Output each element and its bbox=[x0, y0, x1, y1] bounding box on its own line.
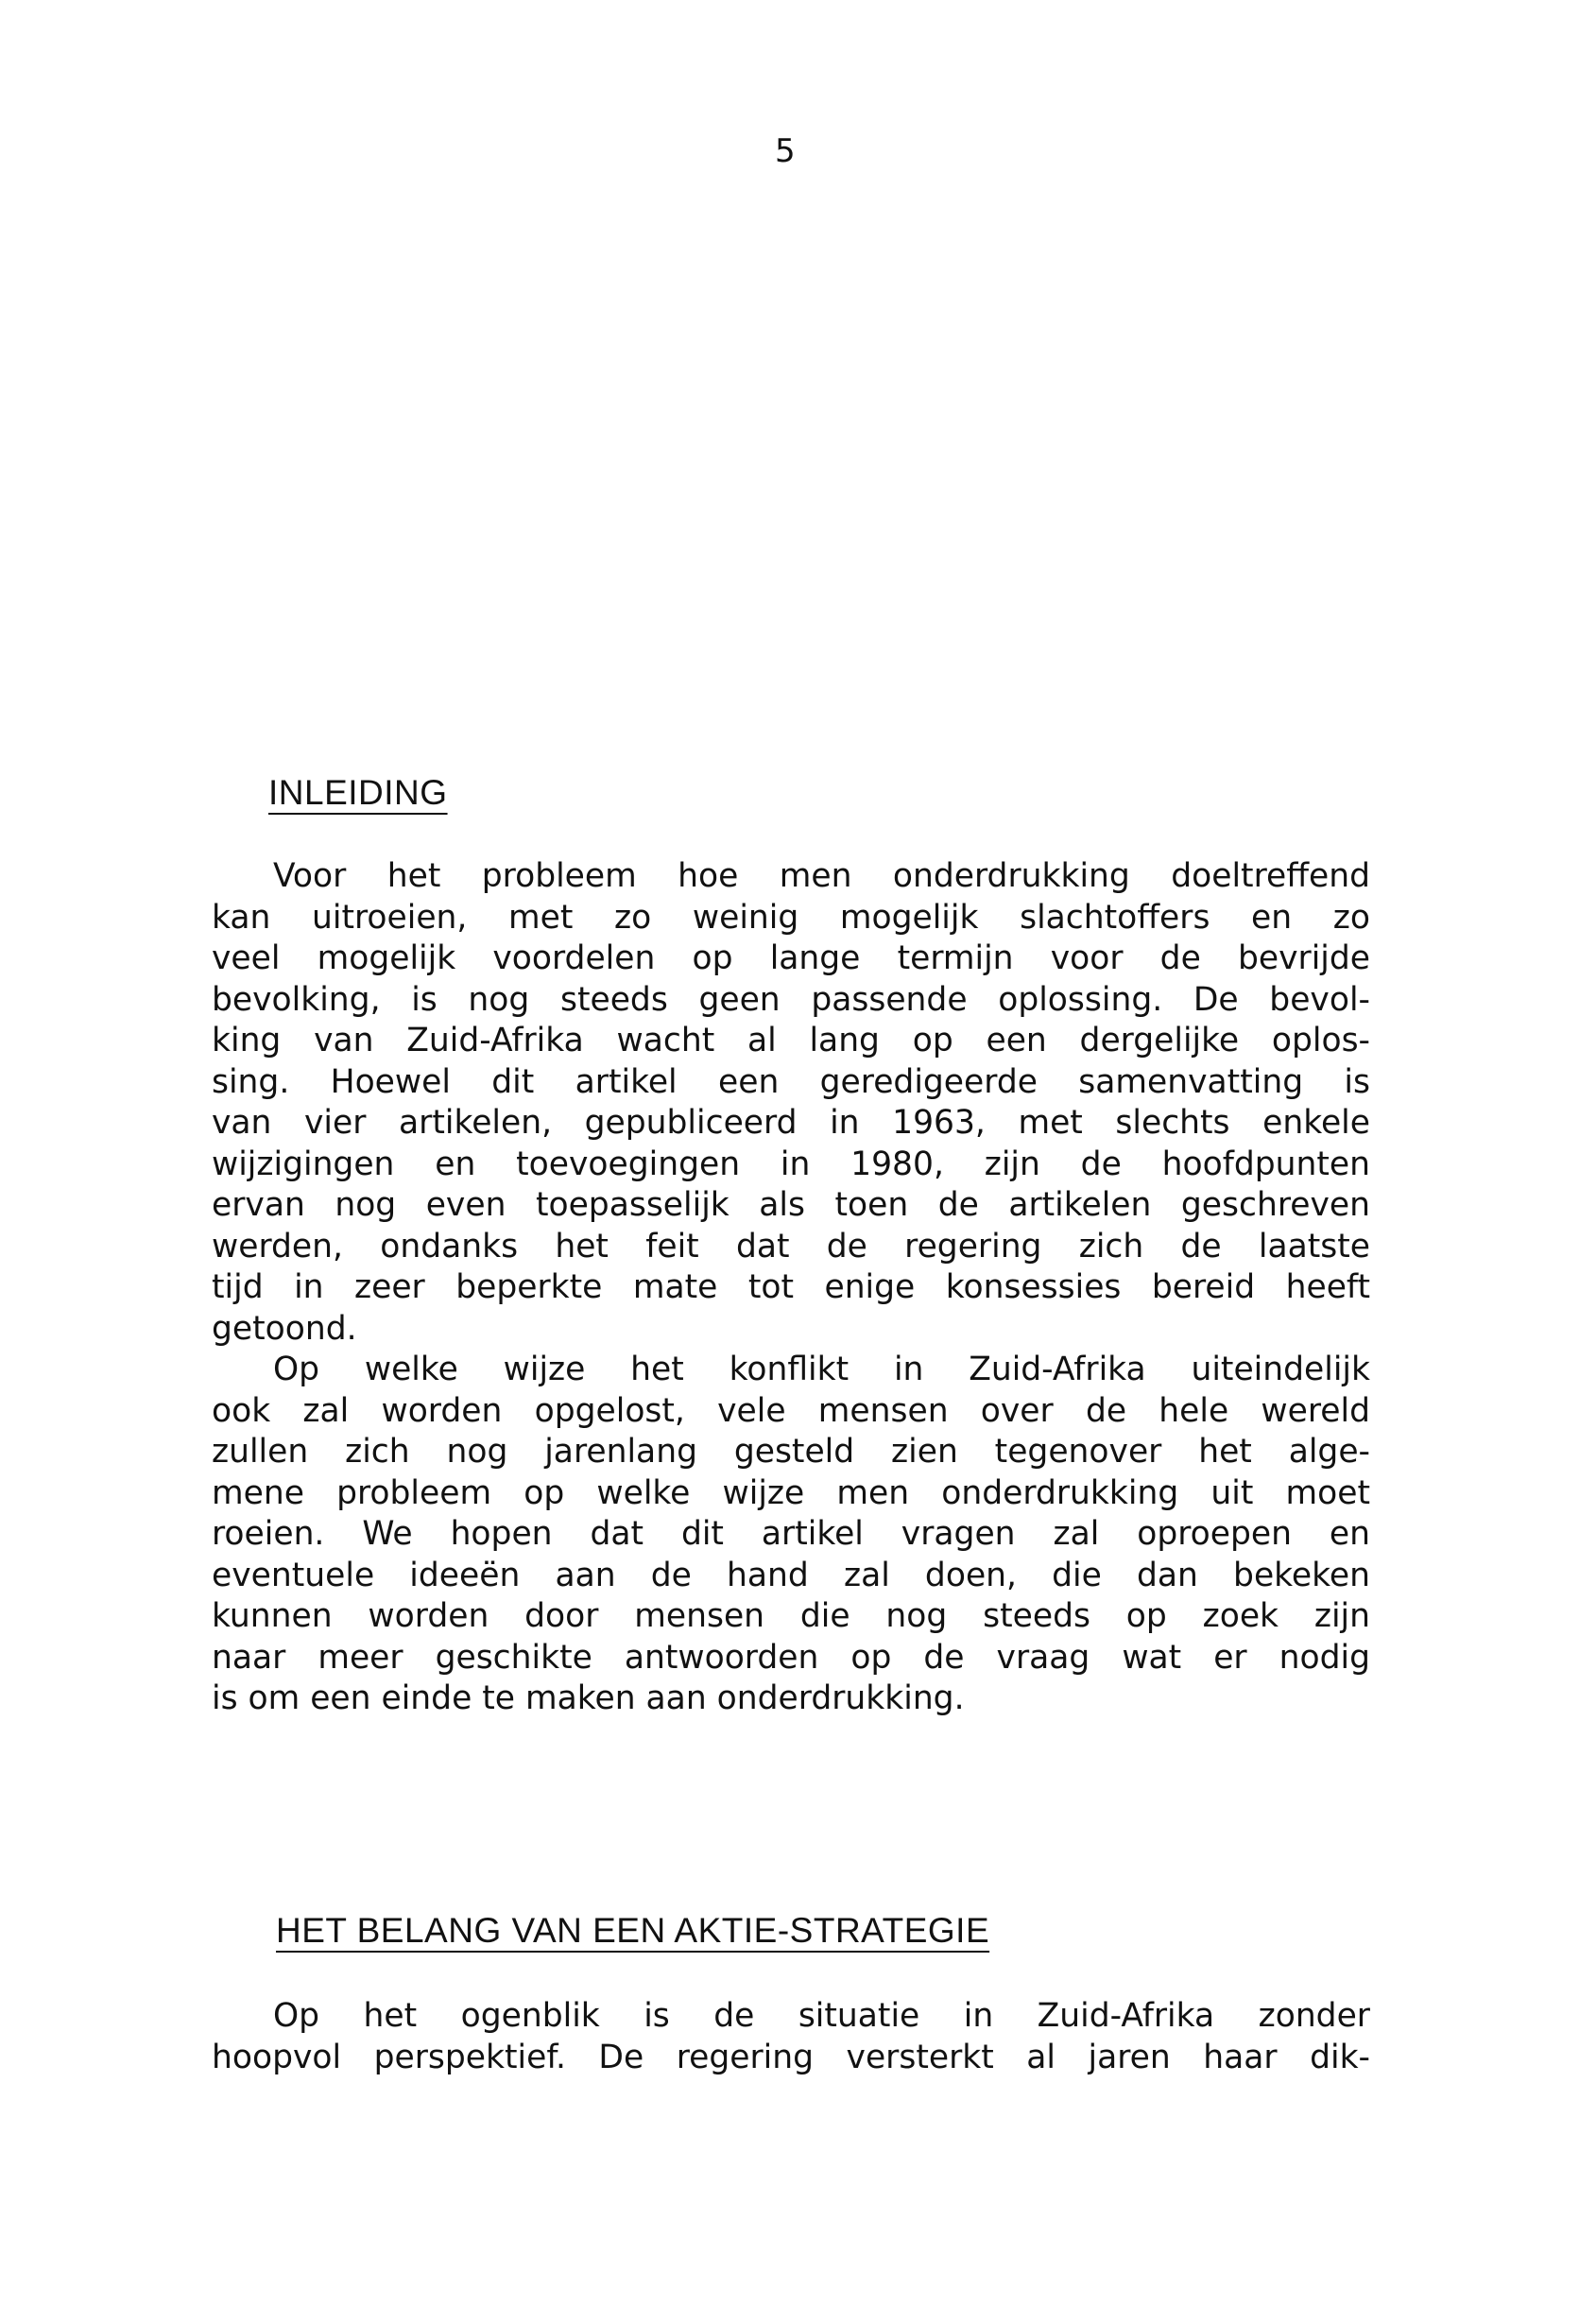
body-line: van vier artikelen, gepubliceerd in 1963, met slechts enkele bbox=[212, 1104, 1370, 1142]
body-line: tijd in zeer beperkte mate tot enige konsessies bereid heeft bbox=[212, 1268, 1370, 1306]
body-line: werden, ondanks het feit dat de regering zich de laatste bbox=[212, 1227, 1370, 1265]
body-line: Op welke wijze het konflikt in Zuid-Afrika uiteindelijk bbox=[273, 1351, 1370, 1388]
body-line: ook zal worden opgelost, vele mensen over de hele wereld bbox=[212, 1391, 1370, 1430]
section-heading-aktie-strategie: HET BELANG VAN EEN AKTIE-STRATEGIE bbox=[276, 1911, 990, 1950]
body-line: naar meer geschikte antwoorden op de vraag wat er nodig bbox=[212, 1638, 1370, 1677]
body-line: kunnen worden door mensen die nog steeds op zoek zijn bbox=[212, 1597, 1370, 1635]
body-line: kan uitroeien, met zo weinig mogelijk slachtoffers en zo bbox=[212, 898, 1370, 937]
body-line: zullen zich nog jarenlang gesteld zien tegenover het alge- bbox=[212, 1433, 1370, 1471]
body-line: bevolking, is nog steeds geen passende oplossing. De bevol- bbox=[212, 980, 1370, 1019]
body-line: getoond. bbox=[212, 1309, 357, 1348]
body-line: is om een einde te maken aan onderdrukking. bbox=[212, 1679, 965, 1717]
body-line: roeien. We hopen dat dit artikel vragen zal oproepen en bbox=[212, 1515, 1370, 1553]
body-line: Voor het probleem hoe men onderdrukking doeltreffend bbox=[273, 857, 1370, 895]
section-heading-inleiding: INLEIDING bbox=[268, 773, 448, 812]
section-body-inleiding bbox=[212, 856, 1370, 1720]
body-line: mene probleem op welke wijze men onderdrukking uit moet bbox=[212, 1473, 1370, 1512]
body-line: veel mogelijk voordelen op lange termijn voor de bevrijde bbox=[212, 939, 1370, 977]
body-line: wijzigingen en toevoegingen in 1980, zijn de hoofdpunten bbox=[212, 1145, 1370, 1183]
section-body-aktie-strategie bbox=[212, 1996, 1370, 2078]
body-line: king van Zuid-Afrika wacht al lang op een dergelijke oplos- bbox=[212, 1022, 1370, 1059]
body-line: sing. Hoewel dit artikel een geredigeerde samenvatting is bbox=[212, 1062, 1370, 1101]
body-line: ervan nog even toepasselijk als toen de artikelen geschreven bbox=[212, 1186, 1370, 1224]
body-line: Op het ogenblik is de situatie in Zuid-Afrika zonder bbox=[273, 1997, 1370, 2035]
body-line: hoopvol perspektief. De regering versterkt al jaren haar dik- bbox=[212, 2038, 1370, 2076]
body-line: eventuele ideeën aan de hand zal doen, die dan bekeken bbox=[212, 1556, 1370, 1594]
page-number: 5 bbox=[775, 132, 796, 170]
